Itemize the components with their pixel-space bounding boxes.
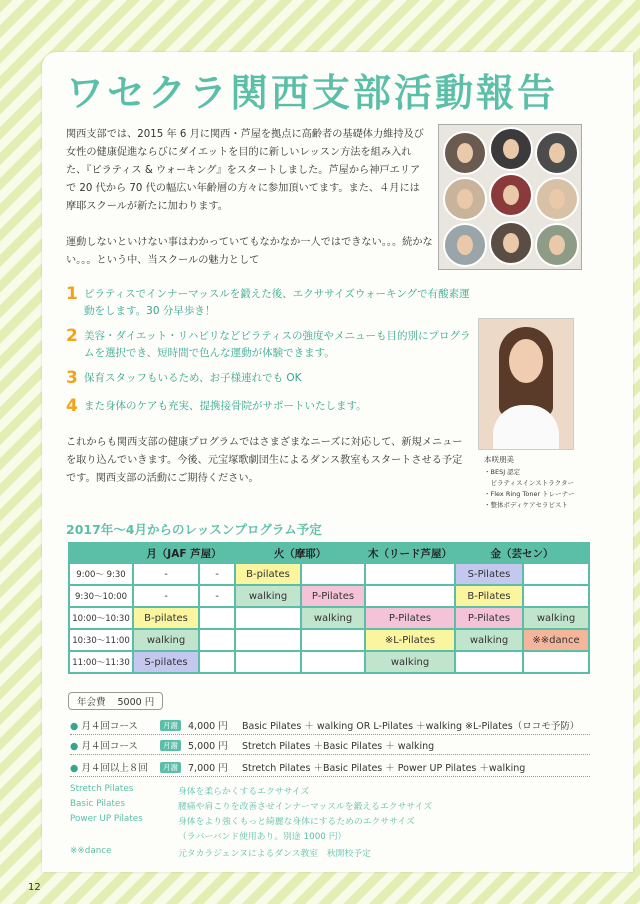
course-description: Stretch Pilates ＋Basic Pilates ＋ Power UP Pilates ＋walking — [242, 763, 526, 774]
cell — [523, 563, 589, 585]
cell: P-Pilates — [365, 607, 455, 629]
cell: B-Pilates — [455, 585, 523, 607]
fee-value: 5000 円 — [117, 697, 155, 708]
photo-circle — [489, 221, 533, 265]
cell: walking — [133, 629, 199, 651]
cell: B-pilates — [235, 563, 301, 585]
member-photo-collage — [438, 124, 582, 270]
legend-description: （ラバーバンド使用あり。別途 1000 円） — [178, 832, 347, 842]
feature-number: 1 — [66, 284, 78, 304]
page-number: 12 — [28, 882, 41, 893]
cell: walking — [365, 651, 455, 673]
cell — [365, 585, 455, 607]
instructor-caption — [484, 454, 594, 511]
table-row — [69, 629, 589, 651]
header-monday: 月（JAF 芦屋） — [133, 543, 235, 563]
feature-item-4 — [66, 398, 476, 415]
legend-term: ※※dance — [70, 846, 112, 856]
page-title: ワセクラ関西支部活動報告 — [66, 71, 559, 115]
legend-term: Basic Pilates — [70, 799, 125, 809]
course-row — [70, 718, 590, 735]
schedule-header-row — [69, 543, 589, 563]
time-cell: 10:00～10:30 — [69, 607, 133, 629]
cell — [301, 563, 365, 585]
feature-number: 4 — [66, 396, 78, 416]
instructor-credential: ・BESJ 認定 — [484, 468, 521, 476]
header-tuesday: 火（摩耶） — [235, 543, 365, 563]
course-description: Basic Pilates ＋ walking OR L-Pilates ＋walking ※L-Pilates（ロコモ予防） — [242, 721, 580, 732]
bullet-icon: ● — [70, 721, 79, 732]
cell: ※L-Pilates — [365, 629, 455, 651]
instructor-credential: ・整体ボディケアセラピスト — [484, 501, 568, 509]
instructor-name: 本咲朋美 — [484, 455, 514, 464]
instructor-photo — [478, 318, 574, 450]
cell: walking — [235, 585, 301, 607]
legend-description: 身体を柔らかくするエクササイズ — [178, 787, 310, 797]
table-row — [69, 563, 589, 585]
closing-paragraph: これからも関西支部の健康プログラムではさまざまなニーズに対応して、新規メニューを取り込んでいきます。今後、元宝塚歌劇団生によるダンス教室もスタートさせる予定です。関西支部の活動にご期待ください。 — [66, 437, 463, 484]
course-name: 月４回以上８回 — [81, 763, 148, 774]
cell: S-Pilates — [455, 563, 523, 585]
cell: - — [133, 563, 199, 585]
cell: S-pilates — [133, 651, 199, 673]
legend-term: Stretch Pilates — [70, 784, 134, 794]
cell — [235, 651, 301, 673]
feature-text: ピラティスでインナーマッスルを鍛えた後、エクササイズウォーキングで有酸素運動をします。30 分早歩き！ — [84, 288, 470, 317]
course-name: 月４回コース — [81, 741, 138, 752]
intro-paragraph: 関西支部では、2015 年 6 月に関西・芦屋を拠点に高齢者の基礎体力維持及び女性の健康促進ならびにダイエットを目的に新しいレッスン方法を組み入れた、『ピラティス & ウォーキング』をスタートしました。芦屋から神戸エリアで 20 代から 70 代の幅広い年齢層の方々に参加頂いてます。また、４月には摩耶スクールが新たに加わります。 — [66, 129, 424, 212]
cell: walking — [523, 607, 589, 629]
feature-text: また身体のケアも充実、提携接骨院がサポートいたします。 — [84, 400, 367, 412]
legend-description: 身体をより強くもっと綺麗な身体にするためのエクササイズ — [178, 817, 415, 827]
header-cell — [69, 543, 133, 563]
feature-item-1 — [66, 286, 476, 320]
legend-description: 元タカラジェンヌによるダンス教室 秋開校予定 — [178, 849, 371, 859]
time-cell: 9:00～ 9:30 — [69, 563, 133, 585]
photo-circle — [489, 127, 533, 171]
cell — [523, 651, 589, 673]
course-price: 5,000 円 — [188, 741, 228, 752]
time-cell: 10:30～11:00 — [69, 629, 133, 651]
cell — [301, 629, 365, 651]
instructor-credential: ピラティスインストラクター — [484, 479, 575, 487]
cell: P-Pilates — [455, 607, 523, 629]
bullet-icon: ● — [70, 763, 79, 774]
course-description: Stretch Pilates ＋Basic Pilates ＋ walking — [242, 741, 435, 752]
cell — [365, 563, 455, 585]
cell: B-pilates — [133, 607, 199, 629]
cell — [199, 651, 235, 673]
fee-badge: 月謝 — [160, 740, 181, 751]
cell: - — [199, 563, 235, 585]
table-row — [69, 651, 589, 673]
cell — [235, 629, 301, 651]
photo-circle — [535, 223, 579, 267]
feature-item-3 — [66, 370, 476, 387]
time-cell: 11:00～11:30 — [69, 651, 133, 673]
feature-number: 3 — [66, 368, 78, 388]
photo-circle — [443, 223, 487, 267]
schedule-table — [68, 542, 590, 674]
time-cell: 9:30～10:00 — [69, 585, 133, 607]
cell: walking — [301, 607, 365, 629]
feature-text: 保育スタッフもいるため、お子様連れでも OK — [84, 372, 302, 384]
cell — [235, 607, 301, 629]
photo-circle — [535, 131, 579, 175]
cell: ※※dance — [523, 629, 589, 651]
photo-circle — [489, 173, 533, 217]
photo-circle — [443, 131, 487, 175]
feature-number: 2 — [66, 326, 78, 346]
course-name: 月４回コース — [81, 721, 138, 732]
course-row — [70, 738, 590, 755]
legend-description: 腰痛や肩こりを改善させインナーマッスルを鍛えるエクササイズ — [178, 802, 433, 812]
header-thursday: 木（リード芦屋） — [365, 543, 455, 563]
fee-badge: 月謝 — [160, 720, 181, 731]
photo-circle — [535, 177, 579, 221]
cell — [455, 651, 523, 673]
schedule-title: 2017年～4月からのレッスンプログラム予定 — [66, 522, 322, 537]
legend-term: Power UP Pilates — [70, 814, 143, 824]
instructor-credential: ・Flex Ring Toner トレーナー — [484, 490, 575, 498]
photo-circle — [443, 177, 487, 221]
table-row — [69, 585, 589, 607]
cell — [199, 629, 235, 651]
cell: P-Pilates — [301, 585, 365, 607]
bullet-icon: ● — [70, 741, 79, 752]
cell — [301, 651, 365, 673]
table-row — [69, 607, 589, 629]
fee-label: 年会費 — [77, 697, 106, 708]
course-price: 4,000 円 — [188, 721, 228, 732]
feature-item-2 — [66, 328, 476, 362]
course-row — [70, 760, 590, 777]
cell — [199, 607, 235, 629]
feature-text: 美容・ダイエット・リハビリなどピラティスの強度やメニューも目的別にプログラムを選択でき、短時間で色んな運動が体験できます。 — [84, 330, 471, 359]
course-price: 7,000 円 — [188, 763, 228, 774]
annual-fee-box — [68, 692, 163, 710]
cell: - — [199, 585, 235, 607]
cell — [523, 585, 589, 607]
fee-badge: 月謝 — [160, 762, 181, 773]
header-friday: 金（芸セン） — [455, 543, 589, 563]
cell: - — [133, 585, 199, 607]
cell: walking — [455, 629, 523, 651]
intro-paragraph-2: 運動しないといけない事はわかっていてもなかなか一人ではできない。。。続かない。。。という中、当スクールの魅力として — [66, 237, 433, 266]
